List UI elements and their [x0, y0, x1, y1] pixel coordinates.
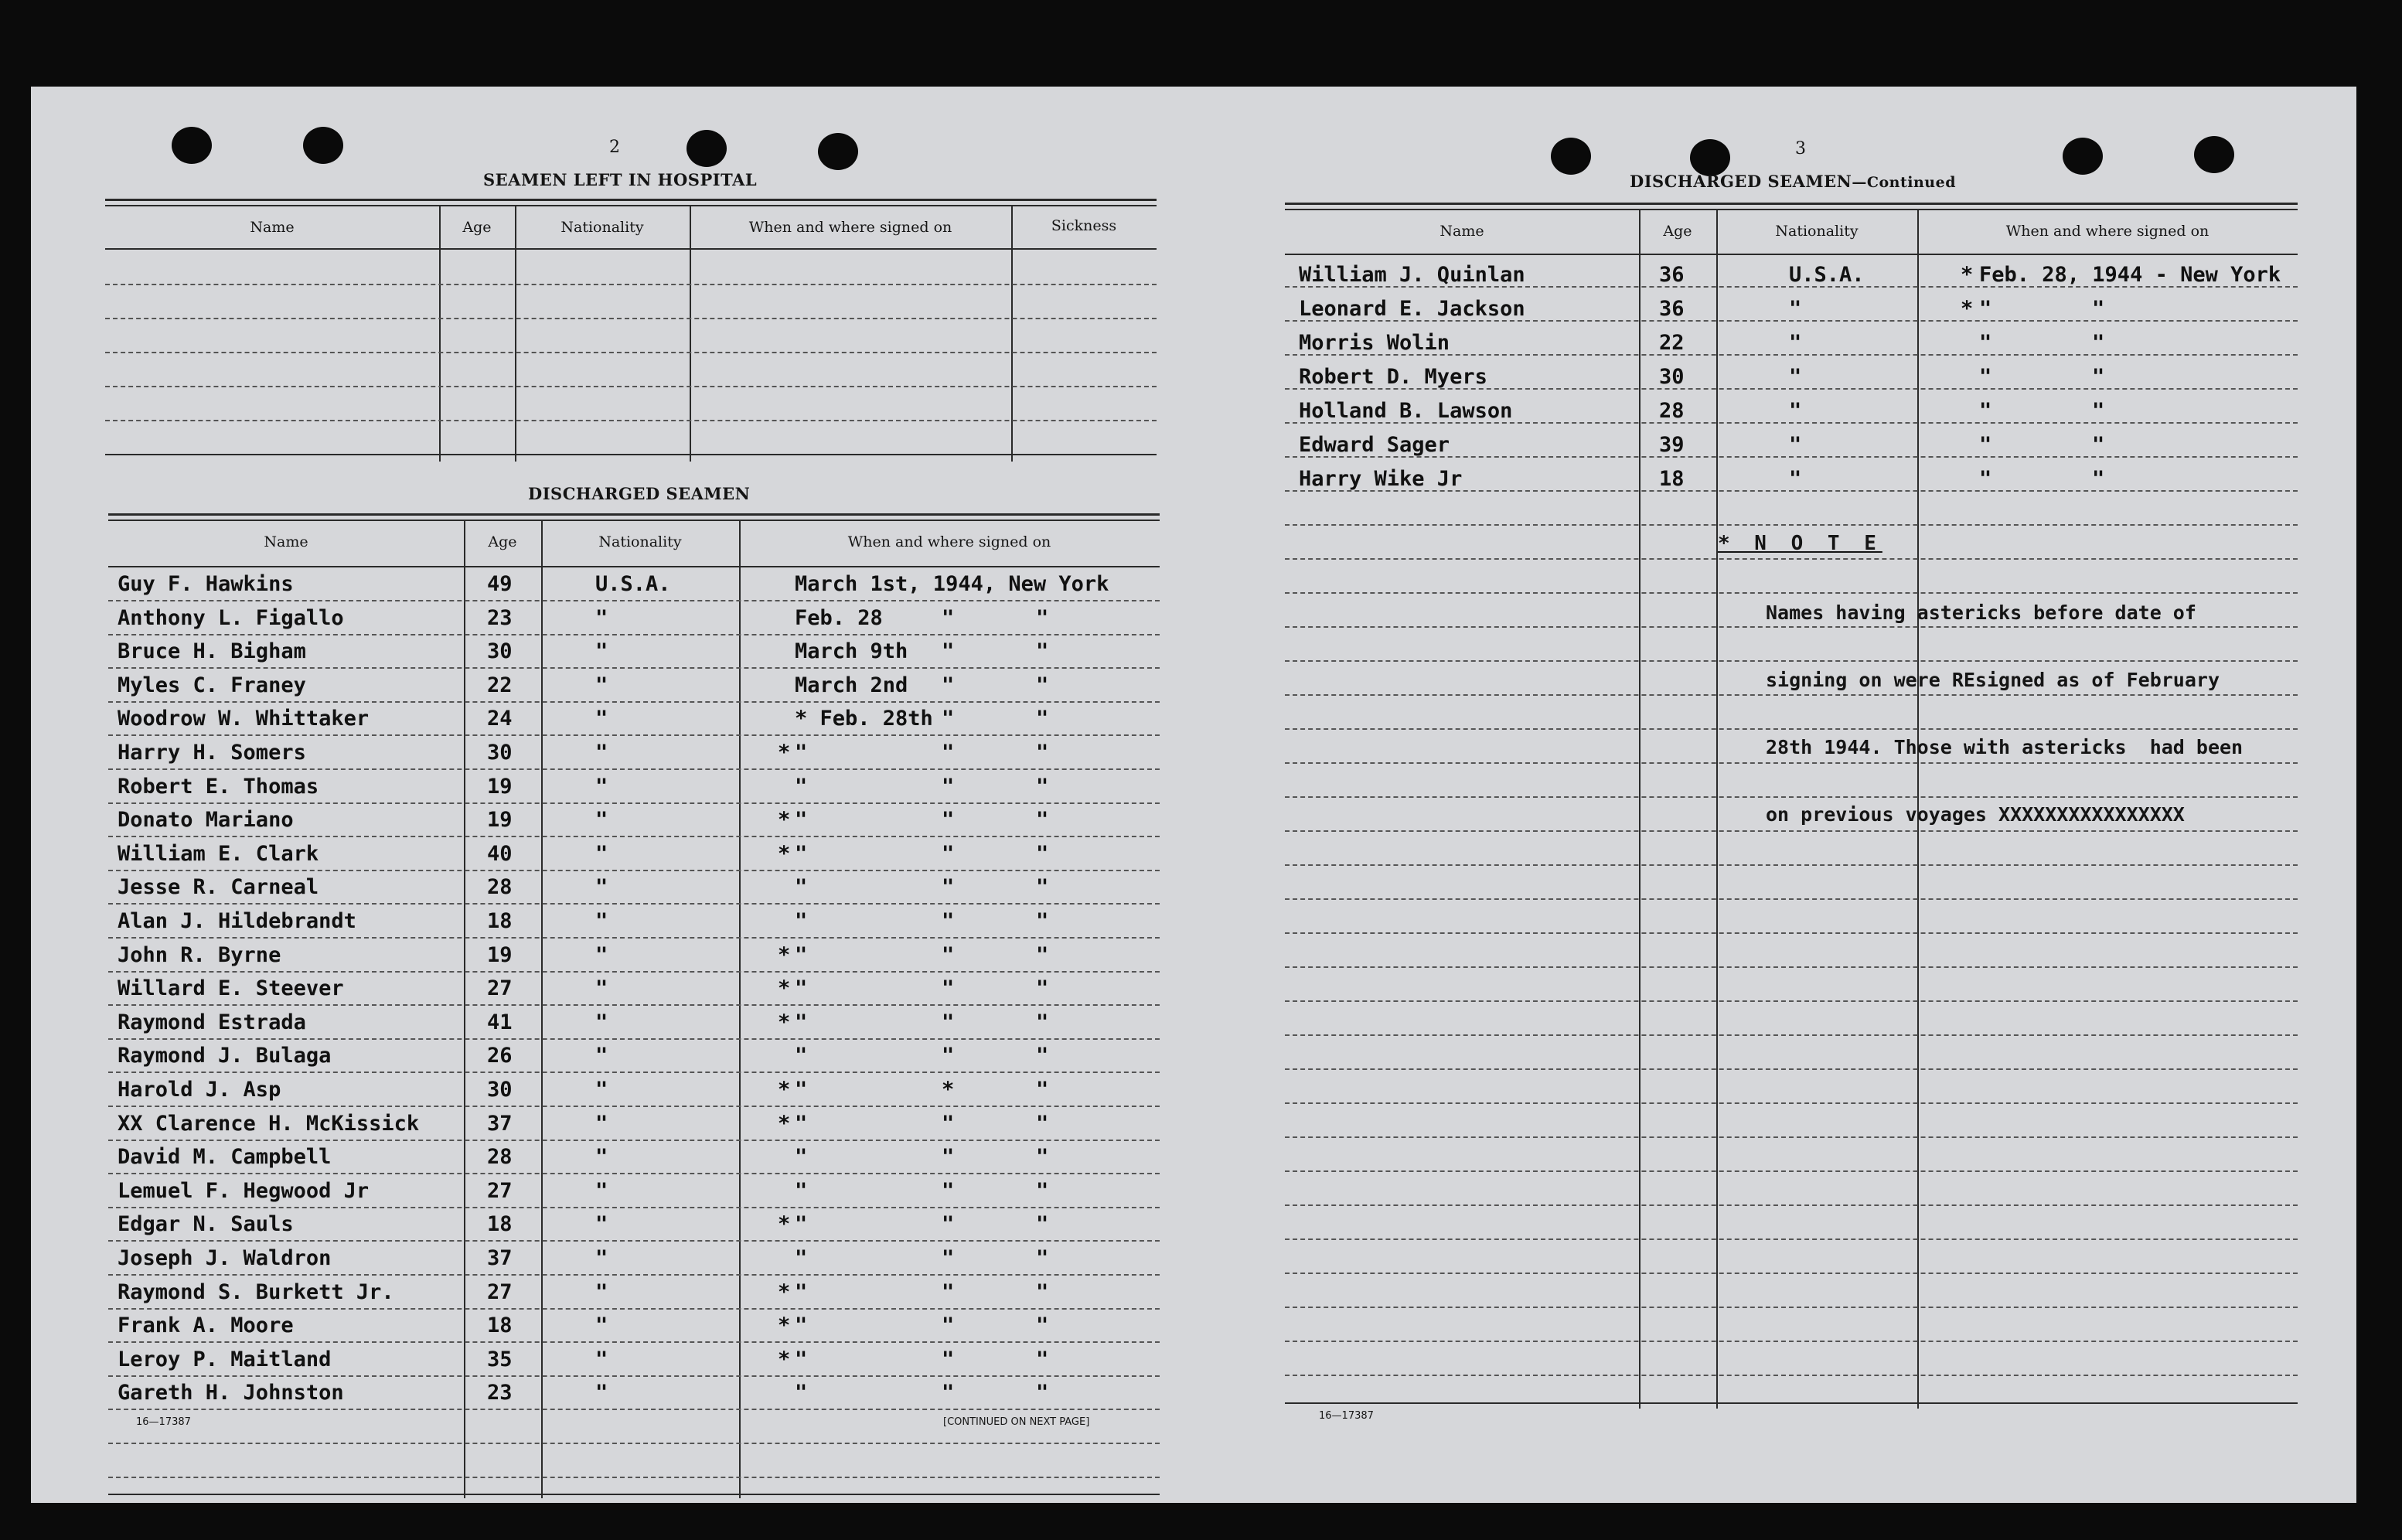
seaman-age: 41	[487, 1010, 513, 1034]
signed-on-ditto: "	[2092, 399, 2105, 423]
signed-on-date: "	[795, 1044, 808, 1068]
signed-on-date: "	[795, 909, 808, 933]
signed-on-ditto: "	[1036, 942, 1049, 967]
signed-on-ditto: "	[942, 1347, 955, 1371]
seaman-name: Donato Mariano	[118, 808, 294, 833]
seaman-name: Leroy P. Maitland	[118, 1347, 332, 1371]
title-continued: —Continued	[1852, 174, 1956, 191]
signed-on-date: "	[795, 1111, 808, 1136]
row-line	[108, 1308, 1160, 1310]
signed-on-ditto: "	[1036, 639, 1049, 664]
signed-on-ditto: "	[942, 841, 955, 866]
signed-on-ditto: "	[1036, 1246, 1049, 1270]
row-line	[108, 1106, 1160, 1107]
signed-on-date: March 9th	[795, 639, 908, 664]
seaman-name: Joseph J. Waldron	[118, 1246, 332, 1270]
signed-on-date: "	[1979, 433, 1992, 457]
seaman-age: 36	[1659, 297, 1685, 321]
seaman-age: 22	[487, 673, 513, 697]
seaman-age: 40	[487, 841, 513, 866]
signed-on-ditto: "	[942, 1044, 955, 1068]
seaman-age: 22	[1659, 331, 1685, 355]
punch-hole	[2063, 138, 2103, 175]
signed-on-date: "	[795, 1246, 808, 1270]
seaman-age: 30	[1659, 365, 1685, 389]
signed-on-ditto: "	[1036, 875, 1049, 900]
signed-on-date: Feb. 28, 1944 - New York	[1979, 263, 2281, 287]
signed-on-date: "	[795, 841, 808, 866]
title-main: DISCHARGED SEAMEN	[1630, 172, 1852, 191]
row-line	[108, 600, 1160, 601]
punch-hole	[1551, 138, 1591, 175]
seaman-nationality: "	[595, 707, 608, 731]
row-line	[1285, 1204, 2298, 1206]
seaman-nationality: "	[595, 1010, 608, 1034]
col-header-age: Age	[462, 219, 492, 236]
row-line	[1285, 1136, 2298, 1138]
seaman-nationality: "	[595, 942, 608, 967]
seaman-nationality: "	[595, 909, 608, 933]
signed-on-ditto: "	[2092, 297, 2105, 321]
signed-on-ditto: "	[1036, 1111, 1049, 1136]
seaman-nationality: "	[595, 1044, 608, 1068]
row-line	[108, 1240, 1160, 1242]
seaman-nationality: "	[1789, 297, 1802, 321]
signed-on-date: "	[1979, 297, 1992, 321]
signed-on-date: "	[795, 1078, 808, 1102]
signed-on-ditto: "	[1036, 976, 1049, 1001]
row-line	[1285, 1068, 2298, 1070]
signed-on-asterisk: *	[778, 808, 791, 833]
signed-on-asterisk: *	[778, 741, 791, 765]
signed-on-date: "	[1979, 365, 1992, 389]
signed-on-date: March 2nd	[795, 673, 908, 697]
seaman-nationality: "	[595, 1078, 608, 1102]
signed-on-ditto: "	[942, 976, 955, 1001]
seaman-age: 37	[487, 1246, 513, 1270]
signed-on-ditto: "	[1036, 707, 1049, 731]
seaman-age: 19	[487, 774, 513, 799]
seaman-nationality: U.S.A.	[1789, 263, 1865, 287]
note-title: * N O T E	[1718, 532, 1882, 555]
seaman-nationality: "	[595, 976, 608, 1001]
right-page	[1203, 87, 2356, 1503]
signed-on-ditto: "	[2092, 467, 2105, 491]
signed-on-date: "	[795, 1279, 808, 1304]
signed-on-ditto: "	[942, 673, 955, 697]
signed-on-ditto: "	[1036, 673, 1049, 697]
seaman-name: Harry Wike Jr	[1299, 467, 1463, 491]
seaman-nationality: U.S.A.	[595, 572, 671, 596]
signed-on-ditto: "	[942, 808, 955, 833]
discharged-section-title: DISCHARGED SEAMEN	[528, 484, 751, 503]
seaman-name: Myles C. Franey	[118, 673, 306, 697]
row-line	[108, 1477, 1160, 1478]
signed-on-ditto: "	[1036, 1279, 1049, 1304]
seaman-nationality: "	[595, 1212, 608, 1237]
seaman-name: Woodrow W. Whittaker	[118, 707, 370, 731]
note-line: signing on were REsigned as of February	[1766, 669, 2220, 691]
seaman-nationality: "	[595, 1381, 608, 1405]
col-header-when-where: When and where signed on	[748, 219, 952, 236]
row-line	[108, 1375, 1160, 1377]
seaman-age: 39	[1659, 433, 1685, 457]
seaman-name: Harold J. Asp	[118, 1078, 281, 1102]
seaman-age: 30	[487, 741, 513, 765]
form-number: 16—17387	[1319, 1410, 1374, 1422]
seaman-name: Guy F. Hawkins	[118, 572, 294, 596]
seaman-age: 24	[487, 707, 513, 731]
note-body	[1766, 557, 2243, 871]
seaman-nationality: "	[595, 1246, 608, 1270]
row-line	[108, 701, 1160, 703]
row-line	[1285, 1000, 2298, 1002]
signed-on-ditto: "	[942, 1212, 955, 1237]
page-number: 3	[1795, 139, 1806, 158]
col-header-nationality: Nationality	[1775, 223, 1859, 240]
row-line	[1285, 932, 2298, 934]
seaman-nationality: "	[595, 1279, 608, 1304]
seaman-name: Harry H. Somers	[118, 741, 306, 765]
signed-on-date: "	[795, 1313, 808, 1338]
row-line	[108, 1004, 1160, 1006]
seaman-age: 27	[487, 976, 513, 1001]
signed-on-asterisk: *	[778, 1313, 791, 1338]
seaman-nationality: "	[1789, 399, 1802, 423]
seaman-name: Lemuel F. Hegwood Jr	[118, 1178, 370, 1203]
punch-hole	[2194, 136, 2234, 173]
signed-on-date: "	[795, 741, 808, 765]
seaman-age: 30	[487, 1078, 513, 1102]
row-line	[1285, 898, 2298, 900]
row-line	[108, 937, 1160, 939]
seaman-name: Jesse R. Carneal	[118, 875, 319, 900]
signed-on-date: "	[1979, 331, 1992, 355]
seaman-name: John R. Byrne	[118, 942, 281, 967]
note-line: on previous voyages XXXXXXXXXXXXXXXX	[1766, 803, 2185, 826]
row-line	[1285, 1307, 2298, 1308]
row-line	[1285, 966, 2298, 968]
row-line	[1285, 1273, 2298, 1274]
seaman-name: David M. Campbell	[118, 1145, 332, 1170]
seaman-age: 27	[487, 1279, 513, 1304]
row-line	[1285, 1102, 2298, 1104]
row-line	[108, 1072, 1160, 1073]
row-line	[108, 802, 1160, 804]
seaman-name: Robert E. Thomas	[118, 774, 319, 799]
signed-on-ditto: "	[942, 1246, 955, 1270]
signed-on-ditto: "	[942, 639, 955, 664]
signed-on-ditto: "	[1036, 605, 1049, 630]
seaman-age: 30	[487, 639, 513, 664]
seaman-age: 19	[487, 808, 513, 833]
seaman-nationality: "	[595, 639, 608, 664]
seaman-nationality: "	[595, 774, 608, 799]
row-line	[108, 768, 1160, 770]
seaman-name: Gareth H. Johnston	[118, 1381, 344, 1405]
signed-on-ditto: "	[1036, 1145, 1049, 1170]
seaman-age: 18	[487, 1313, 513, 1338]
row-line	[108, 1173, 1160, 1174]
row-line	[108, 1409, 1160, 1410]
seaman-age: 28	[487, 1145, 513, 1170]
seaman-name: William E. Clark	[118, 841, 319, 866]
signed-on-ditto: "	[2092, 331, 2105, 355]
row-line	[1285, 1341, 2298, 1342]
signed-on-asterisk: *	[1961, 263, 1974, 287]
signed-on-date: "	[795, 1178, 808, 1203]
seaman-name: Edgar N. Sauls	[118, 1212, 294, 1237]
seaman-age: 18	[487, 909, 513, 933]
row-line	[108, 836, 1160, 837]
signed-on-ditto: "	[942, 1111, 955, 1136]
signed-on-ditto: "	[2092, 433, 2105, 457]
signed-on-ditto: "	[1036, 741, 1049, 765]
seaman-nationality: "	[1789, 331, 1802, 355]
seaman-nationality: "	[595, 605, 608, 630]
signed-on-ditto: "	[942, 909, 955, 933]
signed-on-date: "	[1979, 467, 1992, 491]
signed-on-ditto: "	[1036, 808, 1049, 833]
punch-hole	[687, 130, 727, 167]
note-line: Names having astericks before date of	[1766, 601, 2196, 624]
row-line	[108, 634, 1160, 635]
signed-on-asterisk: *	[778, 1279, 791, 1304]
signed-on-asterisk: *	[778, 976, 791, 1001]
signed-on-date: "	[795, 942, 808, 967]
signed-on-ditto: "	[942, 875, 955, 900]
row-line	[108, 870, 1160, 871]
signed-on-date: Feb. 28	[795, 605, 883, 630]
discharged-continued-title	[1630, 172, 1956, 191]
seaman-nationality: "	[595, 673, 608, 697]
col-header-name: Name	[1439, 223, 1484, 240]
seaman-nationality: "	[1789, 433, 1802, 457]
seaman-age: 35	[487, 1347, 513, 1371]
row-line	[108, 971, 1160, 973]
seaman-name: Morris Wolin	[1299, 331, 1450, 355]
seaman-age: 37	[487, 1111, 513, 1136]
signed-on-ditto: "	[1036, 1313, 1049, 1338]
seaman-name: Holland B. Lawson	[1299, 399, 1513, 423]
row-line	[1285, 524, 2298, 526]
seaman-age: 27	[487, 1178, 513, 1203]
signed-on-asterisk: *	[778, 1111, 791, 1136]
signed-on-ditto: "	[942, 1010, 955, 1034]
signed-on-date: "	[795, 875, 808, 900]
signed-on-ditto: "	[942, 942, 955, 967]
seaman-nationality: "	[595, 1145, 608, 1170]
punch-hole	[818, 133, 858, 170]
signed-on-asterisk: *	[1961, 297, 1974, 321]
hospital-section-title: SEAMEN LEFT IN HOSPITAL	[483, 170, 758, 189]
row-line	[1285, 1238, 2298, 1240]
seaman-age: 18	[487, 1212, 513, 1237]
row-line	[1285, 1034, 2298, 1036]
row-line	[108, 667, 1160, 669]
signed-on-ditto: "	[1036, 1347, 1049, 1371]
col-header-sickness: Sickness	[1051, 217, 1117, 234]
row-line	[108, 1038, 1160, 1040]
row-line	[108, 734, 1160, 736]
seaman-nationality: "	[595, 1111, 608, 1136]
seaman-age: 28	[487, 875, 513, 900]
signed-on-asterisk: *	[778, 942, 791, 967]
seaman-name: Willard E. Steever	[118, 976, 344, 1001]
seaman-name: XX Clarence H. McKissick	[118, 1111, 420, 1136]
continued-note: [CONTINUED ON NEXT PAGE]	[943, 1416, 1090, 1428]
seaman-name: Bruce H. Bigham	[118, 639, 306, 664]
signed-on-ditto: "	[942, 741, 955, 765]
punch-hole	[1690, 139, 1730, 176]
col-header-name: Name	[250, 219, 295, 236]
col-header-age: Age	[1663, 223, 1692, 240]
col-header-name: Name	[264, 533, 308, 550]
signed-on-ditto: "	[1036, 841, 1049, 866]
seaman-age: 23	[487, 605, 513, 630]
seaman-name: Alan J. Hildebrandt	[118, 909, 356, 933]
seaman-name: William J. Quinlan	[1299, 263, 1525, 287]
punch-hole	[172, 127, 212, 164]
seaman-nationality: "	[1789, 467, 1802, 491]
signed-on-date: "	[795, 1010, 808, 1034]
seaman-age: 18	[1659, 467, 1685, 491]
row-line	[108, 1140, 1160, 1141]
signed-on-ditto: "	[2092, 365, 2105, 389]
signed-on-ditto: "	[942, 1145, 955, 1170]
col-header-when-where: When and where signed on	[2005, 223, 2209, 240]
seaman-nationality: "	[595, 741, 608, 765]
seaman-name: Anthony L. Figallo	[118, 605, 344, 630]
signed-on-date: "	[795, 976, 808, 1001]
page-number: 2	[609, 138, 620, 157]
signed-on-ditto: "	[942, 605, 955, 630]
row-line	[108, 1207, 1160, 1208]
signed-on-ditto: "	[942, 1381, 955, 1405]
signed-on-date: "	[795, 1381, 808, 1405]
punch-hole	[303, 127, 343, 164]
seaman-age: 19	[487, 942, 513, 967]
note-line: 28th 1944. Those with astericks had been	[1766, 736, 2244, 758]
signed-on-ditto: "	[942, 1178, 955, 1203]
seaman-nationality: "	[595, 1313, 608, 1338]
col-header-nationality: Nationality	[560, 219, 644, 236]
signed-on-date: "	[1979, 399, 1992, 423]
left-page	[31, 87, 1225, 1503]
seaman-name: Robert D. Myers	[1299, 365, 1487, 389]
signed-on-ditto: "	[1036, 909, 1049, 933]
seaman-age: 28	[1659, 399, 1685, 423]
signed-on-date: "	[795, 808, 808, 833]
col-header-nationality: Nationality	[598, 533, 682, 550]
signed-on-asterisk: *	[778, 841, 791, 866]
signed-on-ditto: "	[1036, 1178, 1049, 1203]
signed-on-ditto: "	[942, 1313, 955, 1338]
seaman-age: 26	[487, 1044, 513, 1068]
signed-on-date: "	[795, 1212, 808, 1237]
seaman-nationality: "	[595, 1178, 608, 1203]
row-line	[108, 1443, 1160, 1444]
signed-on-ditto: "	[1036, 1044, 1049, 1068]
col-header-when-where: When and where signed on	[847, 533, 1051, 550]
form-number: 16—17387	[136, 1416, 191, 1428]
signed-on-ditto: "	[1036, 1381, 1049, 1405]
seaman-name: Leonard E. Jackson	[1299, 297, 1525, 321]
row-line	[108, 1274, 1160, 1276]
hospital-table	[105, 199, 1157, 462]
signed-on-asterisk: *	[778, 1078, 791, 1102]
signed-on-date: March 1st, 1944, New York	[795, 572, 1109, 596]
signed-on-ditto: "	[1036, 1078, 1049, 1102]
col-header-age: Age	[488, 533, 517, 550]
signed-on-asterisk: *	[778, 1010, 791, 1034]
seaman-name: Frank A. Moore	[118, 1313, 294, 1338]
seaman-nationality: "	[595, 808, 608, 833]
signed-on-ditto: "	[1036, 774, 1049, 799]
seaman-name: Raymond S. Burkett Jr.	[118, 1279, 394, 1304]
row-line	[1285, 1170, 2298, 1172]
row-line	[108, 1341, 1160, 1343]
seaman-name: Edward Sager	[1299, 433, 1450, 457]
signed-on-ditto: "	[942, 774, 955, 799]
seaman-age: 23	[487, 1381, 513, 1405]
seaman-name: Raymond J. Bulaga	[118, 1044, 332, 1068]
signed-on-date: "	[795, 1145, 808, 1170]
seaman-age: 36	[1659, 263, 1685, 287]
signed-on-date: "	[795, 774, 808, 799]
signed-on-ditto: "	[1036, 1212, 1049, 1237]
signed-on-asterisk: *	[778, 1212, 791, 1237]
seaman-nationality: "	[595, 841, 608, 866]
seaman-age: 49	[487, 572, 513, 596]
seaman-nationality: "	[595, 875, 608, 900]
row-line	[108, 903, 1160, 905]
signed-on-date: * Feb. 28th	[795, 707, 933, 731]
row-line	[1285, 1375, 2298, 1376]
signed-on-ditto: *	[942, 1078, 955, 1102]
signed-on-ditto: "	[942, 1279, 955, 1304]
seaman-name: Raymond Estrada	[118, 1010, 306, 1034]
signed-on-asterisk: *	[778, 1347, 791, 1371]
seaman-nationality: "	[1789, 365, 1802, 389]
signed-on-date: "	[795, 1347, 808, 1371]
signed-on-ditto: "	[942, 707, 955, 731]
signed-on-ditto: "	[1036, 1010, 1049, 1034]
seaman-nationality: "	[595, 1347, 608, 1371]
